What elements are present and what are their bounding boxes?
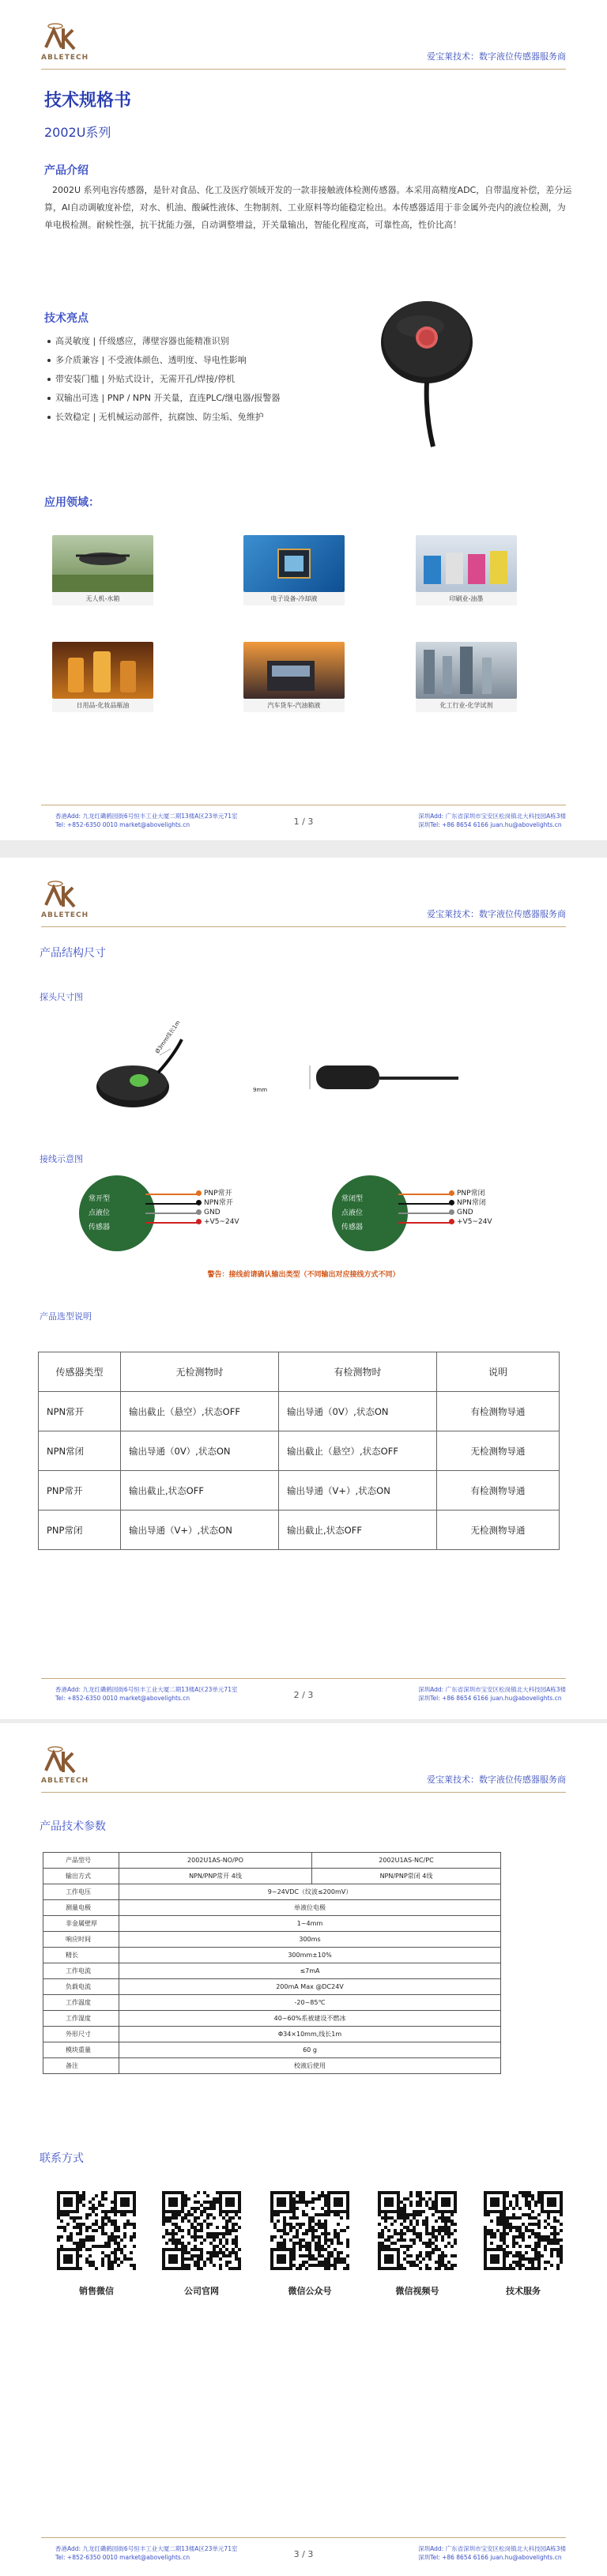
qr-code-icon[interactable]	[378, 2191, 457, 2270]
footer-sz-address: 深圳Add: 广东省深圳市宝安区松岗镇北大科技园A栋3楼 深圳Tel: +86 8654 6166 juan.hu@abovelights.cn	[418, 813, 566, 828]
probe-side-view	[261, 1059, 466, 1099]
page-footer	[41, 2537, 566, 2572]
intro-text: 2002U 系列电容传感器，是针对食品、化工及医疗领域开发的一款非接触液体检测传感器。本采用高精度ADC，自带温度补偿，差分运算，AI自动调敏度补偿，对水、机油、酸碱性液体、生物制剂、工业原料等均能稳定检出。本传感器适用于非金属外壳内的液位检测，为单电极检测。耐候性强，抗干扰能力强，自动调整增益，开关量输出，智能化程度高，可靠性高，性价比高！	[44, 185, 572, 230]
app-caption: 日用品-化妆品瓶油	[52, 699, 153, 712]
page-number: 1 / 3	[293, 817, 314, 827]
wire-labels-no: PNP常开 NPN常开 GND +V5~24V	[196, 1189, 239, 1227]
table-row: 负载电流 200mA Max @DC24V	[43, 1979, 501, 1995]
table-row: NPN常开 输出截止（悬空）,状态OFF 输出导通（0V）,状态ON 有检测物导通	[39, 1392, 560, 1431]
qr-code-icon[interactable]	[162, 2191, 241, 2270]
table-row: 测量电极 单液位电极	[43, 1900, 501, 1916]
apps-heading: 应用领域：	[44, 496, 100, 509]
table-row: 非金属壁厚 1~4mm	[43, 1916, 501, 1932]
wiring-warning: 警告：接线前请确认输出类型（不同输出对应接线方式不同）	[207, 1271, 400, 1279]
doc-title: 技术规格书	[44, 91, 132, 111]
footer-hk-address: 香港Add: 九龙红磡鹤园街6号恒丰工业大厦二期13楼A区23单元71室 Tel: +852-6350 0010 market@abovelights.cn	[55, 813, 238, 828]
app-card	[243, 642, 345, 712]
qr-caption: 微信公众号	[288, 2286, 332, 2296]
table-row: 工作电压 9~24VDC（纹波≤200mV）	[43, 1884, 501, 1900]
footer-sz-address: 深圳Add: 广东省深圳市宝安区松岗镇北大科技园A栋3楼 深圳Tel: +86 8654 6166 juan.hu@abovelights.cn	[418, 1686, 566, 1702]
app-card	[52, 642, 153, 712]
block-label: 常开型 点液位 传感器	[89, 1195, 111, 1231]
app-caption: 汽车货车-汽油箱液	[243, 699, 345, 712]
probe-top-view	[63, 1032, 205, 1118]
page-2	[0, 858, 607, 1719]
page-number: 2 / 3	[293, 1690, 314, 1700]
wiring-heading: 接线示意图	[40, 1154, 83, 1164]
intro-heading: 产品介绍	[44, 164, 89, 177]
footer-sz-address: 深圳Add: 广东省深圳市宝安区松岗镇北大科技园A栋3楼 深圳Tel: +86 8654 6166 juan.hu@abovelights.cn	[418, 2545, 566, 2561]
list-item: 高灵敏度 | 仟级感应，薄壁容器也能精准识别	[47, 332, 280, 351]
table-row: 工作电流 ≤7mA	[43, 1963, 501, 1979]
footer-hk-address: 香港Add: 九龙红磡鹤园街6号恒丰工业大厦二期13楼A区23单元71室 Tel: +852-6350 0010 market@abovelights.cn	[55, 1686, 238, 1702]
probe-heading: 探头尺寸图	[40, 992, 83, 1002]
qr-card[interactable]	[378, 2191, 457, 2297]
list-item: 多介质兼容 | 不受液体颜色、透明度、导电性影响	[47, 351, 280, 370]
params-heading: 产品技术参数	[40, 1820, 106, 1833]
footer-hk-address: 香港Add: 九龙红磡鹤园街6号恒丰工业大厦二期13楼A区23单元71室 Tel: +852-6350 0010 market@abovelights.cn	[55, 2545, 238, 2561]
list-item: 双输出可选 | PNP / NPN 开关量，直连PLC/继电器/报警器	[47, 389, 280, 408]
table-row: 响应时间 300ms	[43, 1932, 501, 1948]
page-header	[41, 14, 566, 70]
structure-heading: 产品结构尺寸	[40, 947, 106, 960]
block-label: 常闭型 点液位 传感器	[341, 1195, 364, 1231]
page-footer	[41, 805, 566, 839]
sensor-product-image	[364, 281, 498, 454]
table-row: PNP常闭 输出导通（V+）,状态ON 输出截止,状态OFF 无检测物导通	[39, 1511, 560, 1550]
qr-card[interactable]	[484, 2191, 563, 2297]
table-row: NPN常闭 输出导通（0V）,状态ON 输出截止（悬空）,状态OFF 无检测物导通	[39, 1431, 560, 1471]
page-footer	[41, 1678, 566, 1713]
list-item: 长效稳定 | 无机械运动部件，抗腐蚀、防尘垢、免维护	[47, 408, 280, 427]
params-table	[43, 1852, 501, 2074]
logo-text: ABLETECH	[41, 1777, 89, 1785]
contact-heading: 联系方式	[40, 2152, 84, 2165]
page-number: 3 / 3	[293, 2549, 314, 2559]
logo-text: ABLETECH	[41, 911, 89, 919]
features-heading: 技术亮点	[44, 312, 89, 325]
features-list	[47, 332, 280, 427]
header-slogan: 爱宝莱技术：数字液位传感器服务商	[427, 51, 566, 62]
company-logo	[41, 1745, 96, 1791]
wire-labels-nc: PNP常闭 NPN常闭 GND +V5~24V	[449, 1189, 492, 1227]
doc-subtitle: 2002U系列	[44, 125, 111, 140]
qr-caption: 公司官网	[184, 2286, 219, 2296]
list-item: 带安装门槛 | 外贴式设计，无需开孔/焊接/停机	[47, 370, 280, 389]
logo-text: ABLETECH	[41, 54, 89, 62]
qr-caption: 微信视频号	[395, 2286, 439, 2296]
app-caption: 化工行业-化学试剂	[416, 699, 517, 712]
cable-label: Ø3mm线长1m	[154, 1019, 182, 1055]
height-label: 9mm	[253, 1087, 268, 1093]
qr-code-icon[interactable]	[484, 2191, 563, 2270]
app-card	[243, 535, 345, 605]
table-row: 产品型号 2002U1AS-NO/PO 2002U1AS-NC/PC	[43, 1853, 501, 1869]
table-row: 工作湿度 40~60%系被建设不燃冰	[43, 2011, 501, 2027]
qr-code-icon[interactable]	[57, 2191, 136, 2270]
app-card	[416, 535, 517, 605]
table-row: 输出方式 NPN/PNP常开 4线 NPN/PNP常闭 4线	[43, 1869, 501, 1884]
company-logo	[41, 22, 96, 68]
app-card	[416, 642, 517, 712]
qr-card[interactable]	[57, 2191, 136, 2297]
table-row: 外形尺寸 Φ34×10mm,线长1m	[43, 2027, 501, 2042]
company-logo	[41, 880, 96, 926]
table-row: 备注 校液后使用	[43, 2058, 501, 2074]
app-caption: 印刷业-油墨	[416, 592, 517, 605]
type-table	[38, 1352, 560, 1550]
table-row: 精长 300mm±10%	[43, 1948, 501, 1963]
qr-caption: 销售微信	[79, 2286, 114, 2296]
header-slogan: 爱宝莱技术：数字液位传感器服务商	[427, 1775, 566, 1785]
app-caption: 电子设备-冷却液	[243, 592, 345, 605]
page-3	[0, 1723, 607, 2576]
table-row: 工作温度 -20~85℃	[43, 1995, 501, 2011]
qr-code-icon[interactable]	[270, 2191, 349, 2270]
page-header	[41, 872, 566, 927]
qr-card[interactable]	[162, 2191, 241, 2297]
table-header-row: 传感器类型 无检测物时 有检测物时 说明	[39, 1352, 560, 1392]
app-card	[52, 535, 153, 605]
table-row: 模块重量 60 g	[43, 2042, 501, 2058]
qr-caption: 技术服务	[506, 2286, 541, 2296]
page-1	[0, 0, 607, 840]
page-header	[41, 1737, 566, 1793]
app-caption: 无人机-水箱	[52, 592, 153, 605]
table-row: PNP常开 输出截止,状态OFF 输出导通（V+）,状态ON 有检测物导通	[39, 1471, 560, 1511]
qr-card[interactable]	[270, 2191, 349, 2297]
types-heading: 产品选型说明	[40, 1311, 92, 1322]
header-slogan: 爱宝莱技术：数字液位传感器服务商	[427, 909, 566, 919]
